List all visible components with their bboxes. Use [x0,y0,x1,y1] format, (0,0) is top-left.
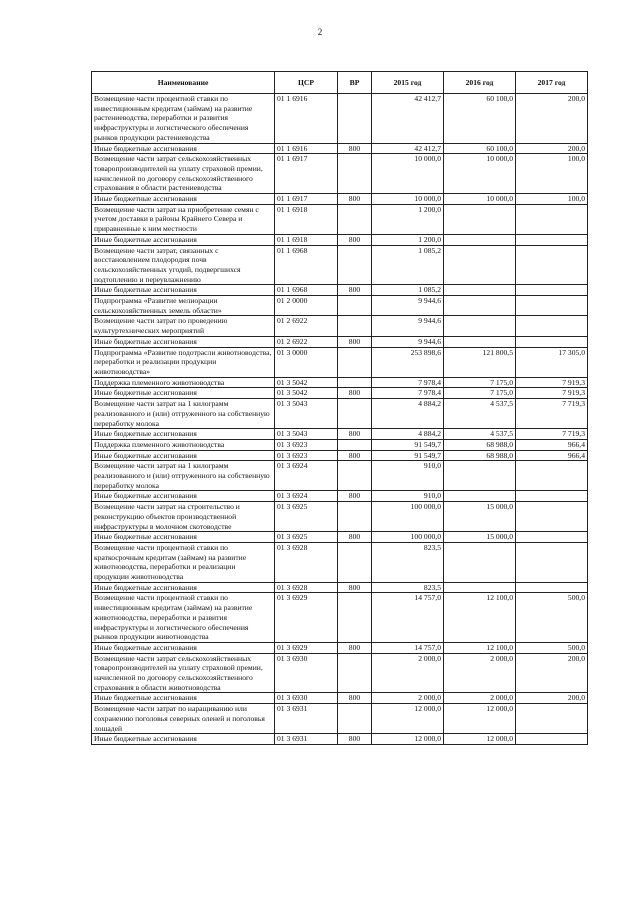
row-2015: 14 757,0 [372,593,444,643]
row-2016: 10 000,0 [444,194,516,205]
table-row [92,693,588,704]
row-name: Возмещение части затрат на 1 килограмм реализованного и (или) отгруженного на собственную переработку молока [92,399,275,429]
row-vr: 800 [338,734,372,745]
row-name: Подпрограмма «Развитие подотрасли животноводства, переработки и реализации продукции животноводства» [92,347,275,377]
row-vr: 800 [338,285,372,296]
row-csr: 01 3 6923 [275,450,338,461]
row-csr: 01 3 6925 [275,502,338,532]
table-row [92,653,588,693]
row-2015: 10 000,0 [372,154,444,194]
row-csr: 01 3 6929 [275,593,338,643]
row-2015: 253 898,6 [372,347,444,377]
row-2016 [444,461,516,491]
row-2016: 12 000,0 [444,734,516,745]
row-csr: 01 3 6930 [275,693,338,704]
row-vr: 800 [338,491,372,502]
row-2017 [516,704,588,734]
row-2016: 4 537,5 [444,399,516,429]
table-row [92,704,588,734]
row-csr: 01 3 6930 [275,653,338,693]
row-2016: 12 000,0 [444,704,516,734]
row-name: Возмещение части процентной ставки по инвестиционным кредитам (займам) на развитие животноводства, переработки и развития инфраструктуры и логистического обеспечения рынков продукции животноводства [92,593,275,643]
row-vr: 800 [338,532,372,543]
row-csr: 01 3 6924 [275,461,338,491]
row-2017 [516,245,588,285]
row-csr: 01 1 6916 [275,143,338,154]
row-2017: 100,0 [516,194,588,205]
row-2015: 1 200,0 [372,234,444,245]
row-2016: 68 988,0 [444,450,516,461]
row-2017: 100,0 [516,154,588,194]
row-name: Возмещение части процентной ставки по инвестиционным кредитам (займам) на развитие растениеводства, переработки и развития инфраструктуры и логистического обеспечения рынков продукции растениеводства [92,94,275,144]
row-2015: 1 200,0 [372,204,444,234]
table-row [92,439,588,450]
table-row [92,542,588,582]
row-vr: 800 [338,582,372,593]
table-row [92,461,588,491]
row-2017: 500,0 [516,593,588,643]
table-row [92,502,588,532]
row-vr [338,542,372,582]
table-row [92,143,588,154]
row-csr: 01 3 5043 [275,399,338,429]
row-vr: 800 [338,336,372,347]
row-2015: 823,5 [372,582,444,593]
row-2016: 7 175,0 [444,377,516,388]
row-2015: 823,5 [372,542,444,582]
row-name: Возмещение части затрат, связанных с восстановлением плодородия почв сельскохозяйственных угодий, подвергшихся подтоплению и переувлажнению [92,245,275,285]
row-2015: 91 549,7 [372,450,444,461]
table-header-row [92,72,588,94]
row-name: Поддержка племенного животноводства [92,377,275,388]
row-csr: 01 3 6931 [275,734,338,745]
row-2015: 2 000,0 [372,653,444,693]
table-body [92,94,588,745]
header-csr: ЦСР [275,72,338,94]
row-csr: 01 3 6925 [275,532,338,543]
row-name: Возмещение части затрат на строительство и реконструкцию объектов производственной инфраструктуры в молочном скотоводстве [92,502,275,532]
row-2016: 10 000,0 [444,154,516,194]
row-csr: 01 3 0000 [275,347,338,377]
row-2015: 12 000,0 [372,734,444,745]
row-2017 [516,336,588,347]
row-csr: 01 3 6923 [275,439,338,450]
row-name: Иные бюджетные ассигнования [92,450,275,461]
row-name: Иные бюджетные ассигнования [92,582,275,593]
row-vr: 800 [338,143,372,154]
table-row [92,296,588,316]
row-2016 [444,285,516,296]
row-2016: 15 000,0 [444,502,516,532]
row-2015: 12 000,0 [372,704,444,734]
row-2017: 200,0 [516,653,588,693]
row-2015: 2 000,0 [372,693,444,704]
row-name: Иные бюджетные ассигнования [92,491,275,502]
row-2017: 7 919,3 [516,388,588,399]
row-2015: 4 884,2 [372,429,444,440]
row-2017: 7 919,3 [516,377,588,388]
page-number: 2 [317,27,323,37]
row-2015: 9 944,6 [372,316,444,336]
row-2015: 910,0 [372,461,444,491]
row-2015: 4 884,2 [372,399,444,429]
row-name: Иные бюджетные ассигнования [92,143,275,154]
row-2016: 12 100,0 [444,642,516,653]
table-row [92,593,588,643]
table-row [92,245,588,285]
header-2016: 2016 год [444,72,516,94]
row-2016 [444,582,516,593]
row-name: Иные бюджетные ассигнования [92,429,275,440]
table-row [92,316,588,336]
row-2016: 60 100,0 [444,143,516,154]
table-row [92,734,588,745]
row-2017: 966,4 [516,439,588,450]
table-row [92,285,588,296]
row-csr: 01 1 6918 [275,204,338,234]
row-name: Возмещение части затрат на 1 килограмм реализованного и (или) отгруженного на собственную переработку молока [92,461,275,491]
row-vr [338,94,372,144]
row-2017 [516,734,588,745]
table-row [92,429,588,440]
row-name: Подпрограмма «Развитие мелиорации сельскохозяйственных земель области» [92,296,275,316]
row-csr: 01 1 6917 [275,194,338,205]
row-csr: 01 1 6916 [275,94,338,144]
row-2015: 91 549,7 [372,439,444,450]
row-2017 [516,285,588,296]
row-2017 [516,582,588,593]
row-2016: 7 175,0 [444,388,516,399]
row-2015: 7 978,4 [372,388,444,399]
row-name: Иные бюджетные ассигнования [92,388,275,399]
row-name: Иные бюджетные ассигнования [92,234,275,245]
row-vr [338,245,372,285]
header-2015: 2015 год [372,72,444,94]
row-vr [338,593,372,643]
row-2016 [444,491,516,502]
row-name: Иные бюджетные ассигнования [92,642,275,653]
row-2017: 966,4 [516,450,588,461]
row-2017 [516,316,588,336]
row-2017 [516,204,588,234]
row-2016 [444,336,516,347]
row-2016 [444,296,516,316]
header-2017: 2017 год [516,72,588,94]
row-vr [338,461,372,491]
row-2015: 910,0 [372,491,444,502]
row-vr [338,154,372,194]
budget-table [91,71,588,745]
row-vr: 800 [338,429,372,440]
row-csr: 01 3 6931 [275,704,338,734]
row-2016: 60 100,0 [444,94,516,144]
row-csr: 01 3 6928 [275,582,338,593]
row-csr: 01 3 5042 [275,388,338,399]
row-2015: 10 000,0 [372,194,444,205]
row-vr: 800 [338,642,372,653]
row-2015: 7 978,4 [372,377,444,388]
table-row [92,204,588,234]
row-vr [338,502,372,532]
row-2017 [516,532,588,543]
row-2016: 12 100,0 [444,593,516,643]
row-name: Возмещение части затрат по проведению культуртехнических мероприятий [92,316,275,336]
row-vr [338,439,372,450]
row-2017 [516,502,588,532]
row-2015: 9 944,6 [372,336,444,347]
row-2017: 200,0 [516,143,588,154]
row-csr: 01 3 6929 [275,642,338,653]
row-name: Возмещение части затрат по наращиванию или сохранению поголовья северных оленей и поголовья лошадей [92,704,275,734]
row-vr [338,399,372,429]
row-vr [338,653,372,693]
row-name: Возмещение части затрат на приобретение семян с учетом доставки в районы Крайнего Севера и приравненные к ним местности [92,204,275,234]
table-row [92,642,588,653]
row-2017: 17 305,0 [516,347,588,377]
row-name: Возмещение части процентной ставки по краткосрочным кредитам (займам) на развитие животноводства, переработки и реализации продукции животноводства [92,542,275,582]
table-row [92,347,588,377]
table-row [92,194,588,205]
row-2016 [444,542,516,582]
row-2017: 500,0 [516,642,588,653]
row-2015: 100 000,0 [372,532,444,543]
row-vr [338,204,372,234]
row-csr: 01 3 5043 [275,429,338,440]
row-csr: 01 2 6922 [275,336,338,347]
row-name: Иные бюджетные ассигнования [92,532,275,543]
table-row [92,532,588,543]
row-name: Иные бюджетные ассигнования [92,734,275,745]
row-csr: 01 1 6918 [275,234,338,245]
row-vr: 800 [338,388,372,399]
row-2016: 2 000,0 [444,653,516,693]
row-vr [338,377,372,388]
row-vr [338,316,372,336]
row-vr: 800 [338,450,372,461]
row-vr [338,296,372,316]
table-row [92,154,588,194]
table-row [92,94,588,144]
row-name: Иные бюджетные ассигнования [92,336,275,347]
row-2016 [444,245,516,285]
row-vr: 800 [338,194,372,205]
row-name: Иные бюджетные ассигнования [92,693,275,704]
row-2017: 7 719,3 [516,399,588,429]
row-2016 [444,204,516,234]
row-vr: 800 [338,234,372,245]
row-2015: 42 412,7 [372,94,444,144]
row-name: Возмещение части затрат сельскохозяйственных товаропроизводителей на уплату страховой премии, начисленной по договору сельскохозяйственного страхования в области животноводства [92,653,275,693]
row-2017 [516,491,588,502]
row-csr: 01 3 6924 [275,491,338,502]
row-2017 [516,234,588,245]
row-2015: 42 412,7 [372,143,444,154]
table-row [92,399,588,429]
row-2015: 14 757,0 [372,642,444,653]
table-row [92,336,588,347]
table-row [92,582,588,593]
row-2017 [516,296,588,316]
table-row [92,234,588,245]
row-vr: 800 [338,693,372,704]
row-2017: 7 719,3 [516,429,588,440]
row-2016: 15 000,0 [444,532,516,543]
table-row [92,377,588,388]
row-vr [338,704,372,734]
table-row [92,388,588,399]
row-vr [338,347,372,377]
row-csr: 01 1 6917 [275,154,338,194]
row-name: Иные бюджетные ассигнования [92,285,275,296]
row-name: Возмещение части затрат сельскохозяйственных товаропроизводителей на уплату страховой премии, начисленной по договору сельскохозяйственного страхования в области растениеводства [92,154,275,194]
row-2015: 9 944,6 [372,296,444,316]
header-name: Наименование [92,72,275,94]
row-csr: 01 2 6922 [275,316,338,336]
row-2015: 1 085,2 [372,285,444,296]
row-csr: 01 1 6968 [275,285,338,296]
row-2015: 1 085,2 [372,245,444,285]
row-name: Поддержка племенного животноводства [92,439,275,450]
row-2017: 200,0 [516,693,588,704]
row-2016: 68 988,0 [444,439,516,450]
row-csr: 01 1 6968 [275,245,338,285]
row-csr: 01 3 6928 [275,542,338,582]
row-2016 [444,234,516,245]
row-2015: 100 000,0 [372,502,444,532]
row-csr: 01 3 5042 [275,377,338,388]
row-2017: 200,0 [516,94,588,144]
table-row [92,491,588,502]
row-csr: 01 2 0000 [275,296,338,316]
row-2016: 4 537,5 [444,429,516,440]
row-2016: 2 000,0 [444,693,516,704]
row-name: Иные бюджетные ассигнования [92,194,275,205]
row-2017 [516,542,588,582]
row-2016 [444,316,516,336]
row-2016: 121 800,5 [444,347,516,377]
row-2017 [516,461,588,491]
table-row [92,450,588,461]
header-vr: ВР [338,72,372,94]
